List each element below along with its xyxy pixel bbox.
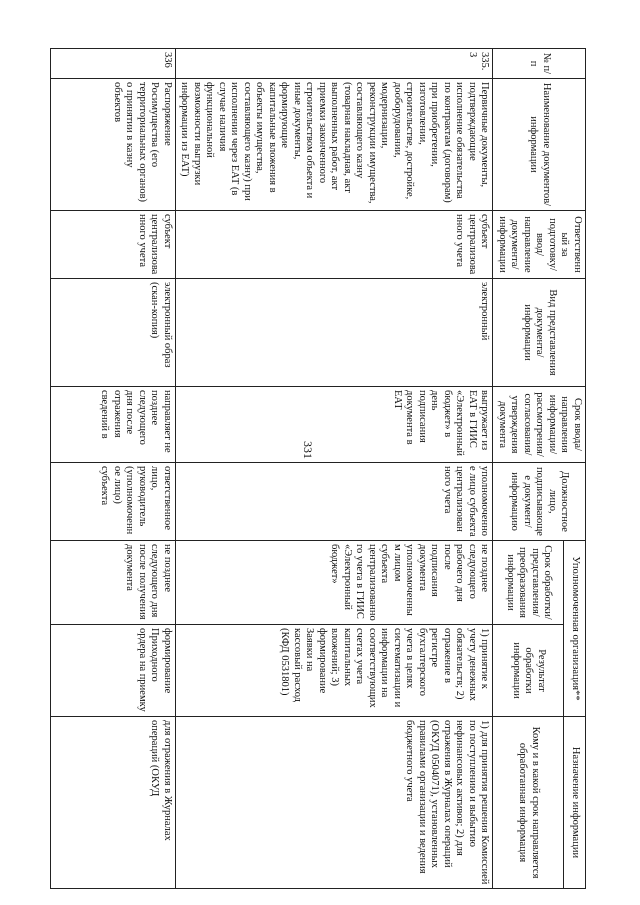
header-num: № п/п (493, 49, 586, 79)
header-deadline: Срок ввода/направления информации/рассмотрения/согласования/утверждения документа (493, 387, 586, 463)
row-purpose: 1) для принятия решения Комиссией по поступлению и выбытию нефинансовых активов; 2) для отражения в Журналах операций (ОКУД 0504071), установленных правилами организации и ведения бюджетного учета (176, 717, 494, 889)
row-name: Распоряжение Росимущества (его территориальных органов) о принятии в казну объектов (51, 79, 176, 211)
table-row (176, 49, 494, 889)
row-name: Первичные документы, подтверждающие исполнение обязательства по контрактам (договорам) при приобретении, изготовлении, строительстве, достройке, дооборудовании, модернизации, реконструкции имущества, составляющего казну (товарная накладная, акт выполненных работ, акт приемки законченного строительством объекта и иные документы, формирующие капитальные вложения в объекты имущества, составляющего казну) при исполнении через ЕАТ (в случае наличия функциональной возможности выгрузки информации из ЕАТ) (176, 79, 494, 211)
header-org-group: Уполномоченная организация** (563, 541, 585, 717)
row-responsible: субъект централизованного учета (51, 211, 176, 279)
header-name: Наименование документов/информации (493, 79, 586, 211)
header-responsible: Ответственный за подготовку/ввод/направление документа/информации (493, 211, 586, 279)
header-official: Должностное лицо, подписывающее документ/информацию (493, 463, 586, 541)
row-num: 335.3 (176, 49, 494, 79)
table-row (51, 49, 176, 889)
row-official: ответственное лицо, руководитель (уполномоченное лицо) субъекта (51, 463, 176, 541)
header-recipient: Кому и в какой срок направляется обработанная информация (493, 717, 563, 889)
row-org-result: 1) принятие к учету денежных обязательств; 2) отражение в регистре бухгалтерского учета в целях систематизации и информации на соответствующих счетах учета капитальных вложений; 3) формирование Заявки на кассовый расход (КФД 0531801) (176, 625, 494, 717)
row-type: электронный (176, 279, 494, 387)
row-org-deadline: не позднее следующего дня после получения документа (51, 541, 176, 625)
header-purpose: Назначение информации (563, 717, 585, 889)
row-purpose: для отражения в Журналах операций (ОКУД (51, 717, 176, 889)
header-org-result: Результат обработки информации (493, 625, 563, 717)
row-org-result: формирование Приходного ордера на приемку (51, 625, 176, 717)
row-num: 336 (51, 49, 176, 79)
header-row (563, 49, 585, 889)
row-type: электронный образ (скан-копия) (51, 279, 176, 387)
document-table (50, 48, 586, 889)
row-org-deadline: не позднее следующего рабочего дня после подписания документа уполномоченным лицом субъекта централизованного учета в ГИИС «Электронный бюджет» (176, 541, 494, 625)
header-org-deadline: Срок обработки/представления/преобразования информации (493, 541, 563, 625)
page-number: 331 (301, 441, 315, 459)
row-deadline: выгружает из ЕАТ в ГИИС «Электронный бюджет» в день подписания документа в ЕАТ (176, 387, 494, 463)
row-deadline: направляет не позднее следующего дня после отражения сведений в (51, 387, 176, 463)
row-official: уполномоченное лицо субъекта централизованного учета (176, 463, 494, 541)
header-type: Вид представления документа/информации (493, 279, 586, 387)
row-responsible: субъект централизованного учета (176, 211, 494, 279)
